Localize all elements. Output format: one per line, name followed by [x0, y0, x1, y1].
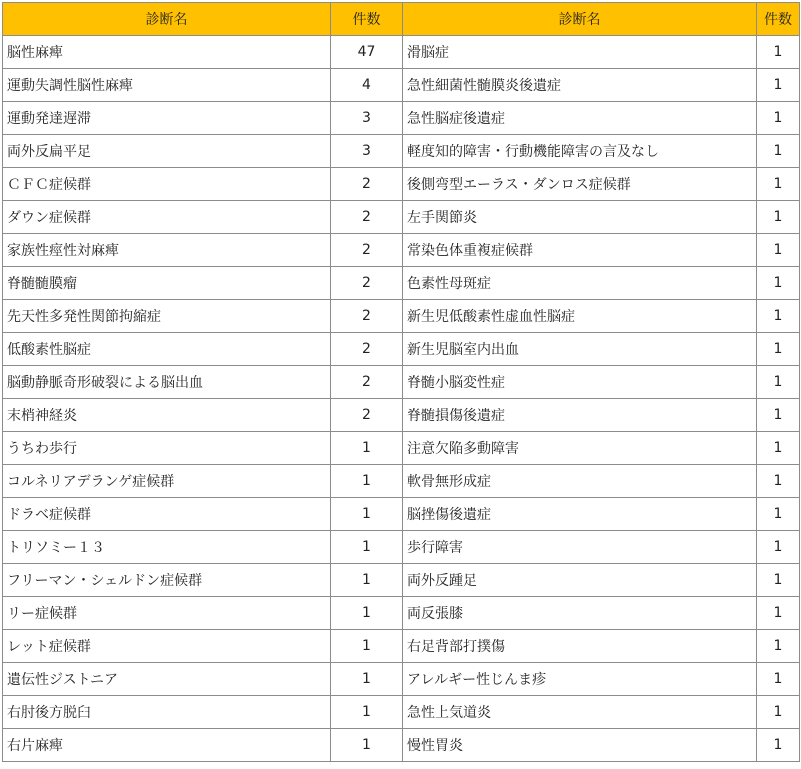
diagnosis-cell: 先天性多発性関節拘縮症 — [3, 300, 331, 333]
table-row — [3, 630, 800, 663]
count-cell: 2 — [331, 399, 403, 432]
diagnosis-cell: ダウン症候群 — [3, 201, 331, 234]
count-cell: 1 — [757, 630, 800, 663]
count-cell: 1 — [757, 300, 800, 333]
count-cell: 3 — [331, 102, 403, 135]
diagnosis-cell: 慢性胃炎 — [403, 729, 757, 762]
diagnosis-cell: 新生児脳室内出血 — [403, 333, 757, 366]
diagnosis-cell: フリーマン・シェルドン症候群 — [3, 564, 331, 597]
diagnosis-cell: 家族性痙性対麻痺 — [3, 234, 331, 267]
table-row — [3, 597, 800, 630]
count-cell: 2 — [331, 201, 403, 234]
count-cell: 2 — [331, 267, 403, 300]
count-cell: 1 — [331, 498, 403, 531]
count-cell: 2 — [331, 333, 403, 366]
diagnosis-cell: うちわ歩行 — [3, 432, 331, 465]
diagnosis-cell: 脳動静脈奇形破裂による脳出血 — [3, 366, 331, 399]
count-cell: 1 — [757, 168, 800, 201]
diagnosis-cell: 脊髄髄膜瘤 — [3, 267, 331, 300]
diagnosis-cell: 運動発達遅滞 — [3, 102, 331, 135]
count-cell: 1 — [331, 630, 403, 663]
diagnosis-cell: 軟骨無形成症 — [403, 465, 757, 498]
table-row — [3, 300, 800, 333]
header-count-left: 件数 — [331, 3, 403, 36]
diagnosis-cell: 運動失調性脳性麻痺 — [3, 69, 331, 102]
table-row — [3, 333, 800, 366]
count-cell: 1 — [331, 432, 403, 465]
table-row — [3, 102, 800, 135]
count-cell: 1 — [757, 267, 800, 300]
diagnosis-cell: レット症候群 — [3, 630, 331, 663]
diagnosis-cell: 新生児低酸素性虚血性脳症 — [403, 300, 757, 333]
diagnosis-cell: 常染色体重複症候群 — [403, 234, 757, 267]
count-cell: 1 — [757, 366, 800, 399]
count-cell: 1 — [757, 564, 800, 597]
count-cell: 2 — [331, 168, 403, 201]
table-row — [3, 36, 800, 69]
diagnosis-cell: トリソミー１３ — [3, 531, 331, 564]
table-row — [3, 729, 800, 762]
count-cell: 1 — [331, 663, 403, 696]
diagnosis-cell: 両外反扁平足 — [3, 135, 331, 168]
count-cell: 1 — [331, 564, 403, 597]
diagnosis-cell: 末梢神経炎 — [3, 399, 331, 432]
table-row — [3, 663, 800, 696]
count-cell: 3 — [331, 135, 403, 168]
count-cell: 1 — [757, 498, 800, 531]
count-cell: 1 — [757, 696, 800, 729]
count-cell: 1 — [331, 696, 403, 729]
count-cell: 1 — [331, 465, 403, 498]
count-cell: 1 — [757, 333, 800, 366]
diagnosis-cell: 急性上気道炎 — [403, 696, 757, 729]
table-row — [3, 564, 800, 597]
diagnosis-cell: 脊髄小脳変性症 — [403, 366, 757, 399]
count-cell: 1 — [757, 69, 800, 102]
count-cell: 1 — [757, 531, 800, 564]
diagnosis-cell: 滑脳症 — [403, 36, 757, 69]
diagnosis-cell: アレルギー性じんま疹 — [403, 663, 757, 696]
diagnosis-cell: 歩行障害 — [403, 531, 757, 564]
table-row — [3, 696, 800, 729]
count-cell: 4 — [331, 69, 403, 102]
header-diagnosis-left: 診断名 — [3, 3, 331, 36]
count-cell: 1 — [757, 102, 800, 135]
count-cell: 1 — [757, 432, 800, 465]
diagnosis-cell: 脳挫傷後遺症 — [403, 498, 757, 531]
count-cell: 2 — [331, 366, 403, 399]
table-row — [3, 234, 800, 267]
diagnosis-count-table — [2, 2, 800, 762]
count-cell: 1 — [757, 135, 800, 168]
count-cell: 1 — [757, 234, 800, 267]
diagnosis-cell: リー症候群 — [3, 597, 331, 630]
count-cell: 1 — [757, 729, 800, 762]
header-count-right: 件数 — [757, 3, 800, 36]
count-cell: 1 — [331, 729, 403, 762]
count-cell: 1 — [757, 36, 800, 69]
diagnosis-cell: 遺伝性ジストニア — [3, 663, 331, 696]
table-row — [3, 135, 800, 168]
count-cell: 1 — [757, 201, 800, 234]
table-row — [3, 201, 800, 234]
table-row — [3, 399, 800, 432]
diagnosis-cell: 両反張膝 — [403, 597, 757, 630]
count-cell: 1 — [757, 663, 800, 696]
diagnosis-cell: ＣＦＣ症候群 — [3, 168, 331, 201]
diagnosis-cell: 後側弯型エーラス・ダンロス症候群 — [403, 168, 757, 201]
count-cell: 47 — [331, 36, 403, 69]
diagnosis-cell: 軽度知的障害・行動機能障害の言及なし — [403, 135, 757, 168]
diagnosis-cell: 脳性麻痺 — [3, 36, 331, 69]
count-cell: 1 — [757, 399, 800, 432]
table-header-row — [3, 3, 800, 36]
table-row — [3, 69, 800, 102]
count-cell: 2 — [331, 234, 403, 267]
diagnosis-cell: 脊髄損傷後遺症 — [403, 399, 757, 432]
table-row — [3, 531, 800, 564]
table-row — [3, 267, 800, 300]
table-row — [3, 168, 800, 201]
diagnosis-cell: 急性細菌性髄膜炎後遺症 — [403, 69, 757, 102]
table-row — [3, 465, 800, 498]
diagnosis-cell: 右足背部打撲傷 — [403, 630, 757, 663]
count-cell: 1 — [757, 465, 800, 498]
diagnosis-cell: 色素性母斑症 — [403, 267, 757, 300]
diagnosis-cell: 右肘後方脱臼 — [3, 696, 331, 729]
diagnosis-cell: 注意欠陥多動障害 — [403, 432, 757, 465]
diagnosis-cell: 両外反踵足 — [403, 564, 757, 597]
table-row — [3, 498, 800, 531]
header-diagnosis-right: 診断名 — [403, 3, 757, 36]
diagnosis-cell: ドラベ症候群 — [3, 498, 331, 531]
table-body — [3, 36, 800, 762]
diagnosis-cell: 急性脳症後遺症 — [403, 102, 757, 135]
count-cell: 1 — [331, 531, 403, 564]
diagnosis-cell: 低酸素性脳症 — [3, 333, 331, 366]
diagnosis-cell: 左手関節炎 — [403, 201, 757, 234]
count-cell: 2 — [331, 300, 403, 333]
table-row — [3, 432, 800, 465]
diagnosis-cell: 右片麻痺 — [3, 729, 331, 762]
table-row — [3, 366, 800, 399]
count-cell: 1 — [757, 597, 800, 630]
diagnosis-cell: コルネリアデランゲ症候群 — [3, 465, 331, 498]
count-cell: 1 — [331, 597, 403, 630]
